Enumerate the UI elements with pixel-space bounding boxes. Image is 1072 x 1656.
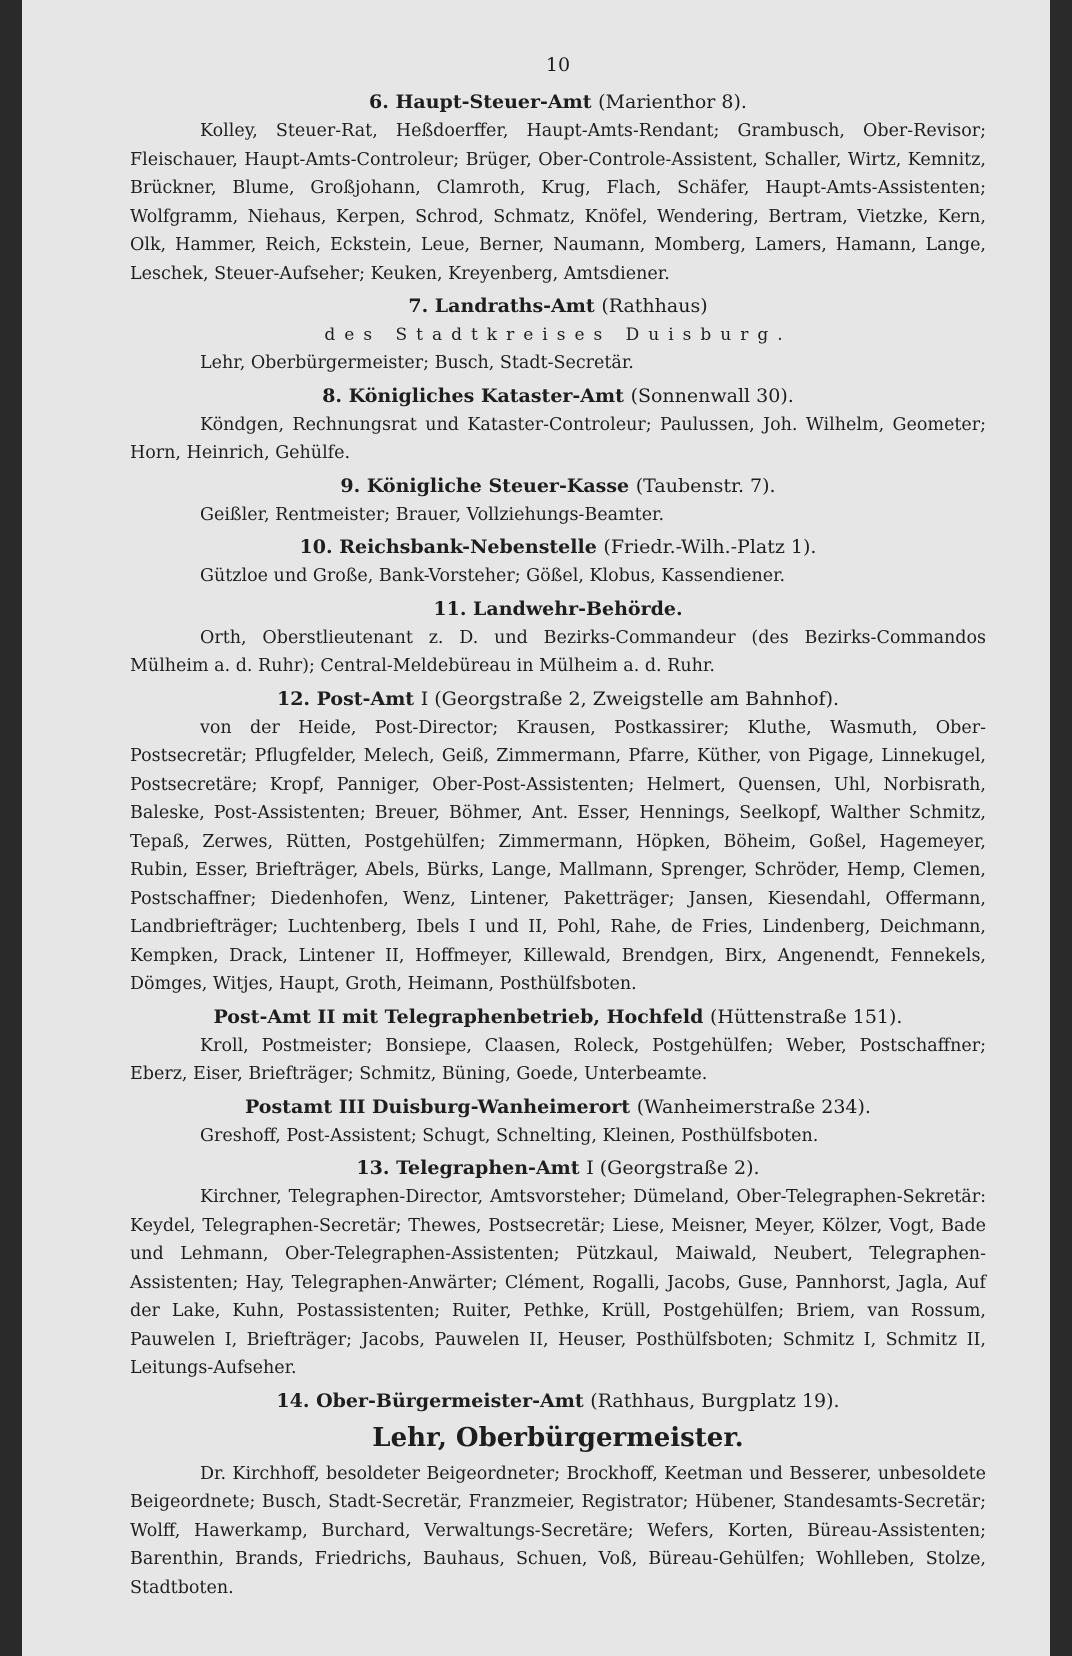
section-heading: 7. Landraths-Amt (Rathhaus)	[408, 295, 708, 317]
section-body: Gützloe und Große, Bank-Vorsteher; Gößel, Klobus, Kassendiener.	[200, 566, 786, 586]
section-haupt-steuer-amt	[130, 88, 986, 288]
section-kataster-amt	[130, 382, 986, 468]
section-heading: 11. Landwehr-Behörde.	[433, 597, 683, 620]
section-heading: 8. Königliches Kataster-Amt (Sonnenwall 30).	[322, 384, 794, 407]
section-body: Kirchner, Telegraphen-Director, Amtsvorsteher; Dümeland, Ober-Telegraphen-Sekretär: Keydel, Telegraphen-Secretär; Thewes, Postsecretär; Liese, Meisner, Meyer, Kölzer, Vogt, Bade und Lehmann, Ober-Telegraphen-Assistenten; Pützkaul, Maiwald, Neubert, Telegraphen-Assistenten; Hay, Telegraphen-Anwärter; Clément, Rogalli, Jacobs, Guse, Pannhorst, Jagla, Auf der Lake, Kuhn, Postassistenten; Ruiter, Pethke, Krüll, Postgehülfen; Briem, van Rossum, Pauwelen I, Briefträger; Jacobs, Pauwelen II, Heuser, Posthülfsboten; Schmitz I, Schmitz II, Leitungs-Aufseher.	[130, 1187, 986, 1378]
section-body: Lehr, Oberbürgermeister; Busch, Stadt-Secretär.	[200, 353, 634, 373]
section-post-amt-3	[130, 1093, 986, 1151]
mayor-title: Lehr, Oberbürgermeister.	[372, 1422, 744, 1453]
section-body: Geißler, Rentmeister; Brauer, Vollziehungs-Beamter.	[200, 504, 665, 525]
page-number: 10	[545, 54, 571, 76]
section-telegraphen-amt	[130, 1154, 986, 1383]
section-body: Orth, Oberstlieutenant z. D. und Bezirks-Commandeur (des Bezirks-Commandos Mülheim a. d. Ruhr); Central-Meldebüreau in Mülheim a. d. Ruhr.	[130, 627, 986, 676]
section-heading: 9. Königliche Steuer-Kasse (Taubenstr. 7).	[340, 474, 776, 497]
section-heading: 12. Post-Amt I (Georgstraße 2, Zweigstelle am Bahnhof).	[276, 687, 840, 710]
section-landwehr-behoerde	[130, 595, 986, 681]
section-heading: 6. Haupt-Steuer-Amt (Marienthor 8).	[369, 91, 747, 113]
section-heading: Postamt III Duisburg-Wanheimerort (Wanheimerstraße 234).	[245, 1095, 871, 1118]
section-body: Kroll, Postmeister; Bonsiepe, Claasen, Roleck, Postgehülfen; Weber, Postschaffner; Eberz, Eiser, Briefträger; Schmitz, Büning, Goede, Unterbeamte.	[130, 1035, 986, 1084]
section-heading: Post-Amt II mit Telegraphenbetrieb, Hochfeld (Hüttenstraße 151).	[213, 1005, 903, 1028]
section-subheading: des Stadtkreises Duisburg.	[324, 325, 792, 345]
section-heading: 10. Reichsbank-Nebenstelle (Friedr.-Wilh.-Platz 1).	[299, 536, 817, 558]
section-body: von der Heide, Post-Director; Krausen, Postkassirer; Kluthe, Wasmuth, Ober-Postsecretär; Pflugfelder, Melech, Geiß, Zimmermann, Pfarre, Küther, von Pigage, Linnekugel, Postsecretäre; Kropf, Panniger, Ober-Post-Assistenten; Helmert, Quensen, Uhl, Norbisrath, Baleske, Post-Assistenten; Breuer, Böhmer, Ant. Esser, Hennings, Seelkopf, Walther Schmitz, Tepaß, Zerwes, Rütten, Postgehülfen; Zimmermann, Höpken, Böheim, Goßel, Hagemeyer, Rubin, Esser, Briefträger, Abels, Bürks, Lange, Mallmann, Sprenger, Schröder, Hemp, Clemen, Postschaffner; Diedenhofen, Wenz, Lintener, Paketträger; Jansen, Kiesendahl, Offermann, Landbriefträger; Luchtenberg, Ibels I und II, Pohl, Rahe, de Fries, Lindenberg, Deichmann, Kempken, Drack, Lintener II, Hoffmeyer, Killewald, Brendgen, Birx, Angenendt, Fennekels, Dömges, Witjes, Haupt, Groth, Heimann, Posthülfsboten.	[130, 717, 986, 994]
section-post-amt-1	[130, 685, 986, 999]
section-post-amt-2	[130, 1003, 986, 1089]
section-body: Dr. Kirchhoff, besoldeter Beigeordneter; Brockhoff, Keetman und Besserer, unbesoldete Beigeordnete; Busch, Stadt-Secretär, Franzmeier, Registrator; Hübener, Standesamts-Secretär; Wolff, Hawerkamp, Burchard, Verwaltungs-Secretäre; Wefers, Korten, Büreau-Assistenten; Barenthin, Brands, Friedrichs, Bauhaus, Schuen, Voß, Büreau-Gehülfen; Wohlleben, Stolze, Stadtboten.	[130, 1463, 986, 1598]
section-body: Kolley, Steuer-Rat, Heßdoerffer, Haupt-Amts-Rendant; Grambusch, Ober-Revisor; Fleischauer, Haupt-Amts-Controleur; Brüger, Ober-Controle-Assistent, Schaller, Wirtz, Kemnitz, Brückner, Blume, Großjohann, Clamroth, Krug, Flach, Schäfer, Haupt-Amts-Assistenten; Wolfgramm, Niehaus, Kerpen, Schrod, Schmatz, Knöfel, Wendering, Bertram, Vietzke, Kern, Olk, Hammer, Reich, Eckstein, Leue, Berner, Naumann, Momberg, Lamers, Hamann, Lange, Leschek, Steuer-Aufseher; Keuken, Kreyenberg, Amtsdiener.	[130, 121, 986, 284]
section-heading: 14. Ober-Bürgermeister-Amt (Rathhaus, Burgplatz 19).	[276, 1389, 840, 1412]
section-steuer-kasse	[130, 472, 986, 530]
section-oberbuergermeister-amt	[130, 1387, 986, 1603]
document-page	[22, 0, 1050, 1656]
section-reichsbank	[130, 533, 986, 591]
section-body: Köndgen, Rechnungsrat und Kataster-Controleur; Paulussen, Joh. Wilhelm, Geometer; Horn, Heinrich, Gehülfe.	[130, 414, 986, 463]
section-body: Greshoff, Post-Assistent; Schugt, Schnelting, Kleinen, Posthülfsboten.	[200, 1125, 819, 1146]
section-heading: 13. Telegraphen-Amt I (Georgstraße 2).	[356, 1157, 760, 1179]
section-landraths-amt	[130, 292, 986, 378]
